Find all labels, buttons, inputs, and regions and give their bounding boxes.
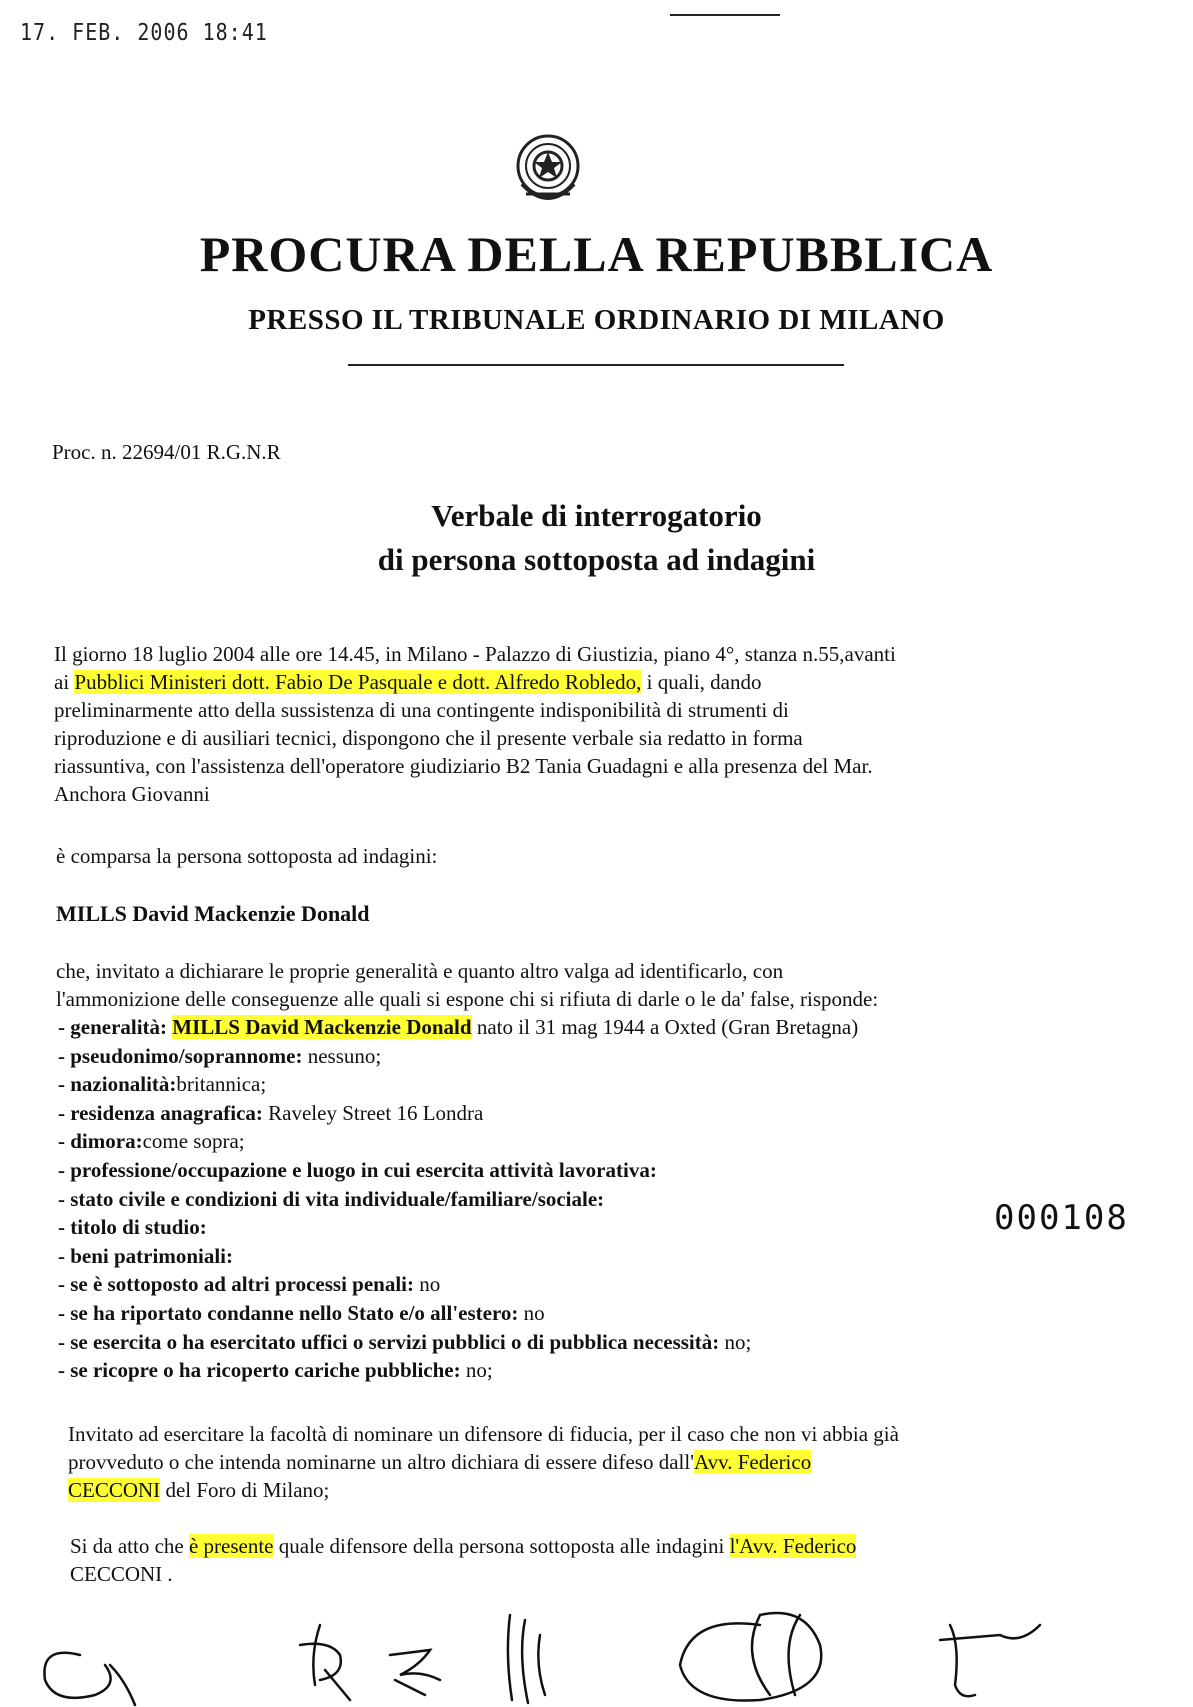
page-number-stamp: 000108 [994, 1198, 1129, 1238]
fax-header: 17. FEB. 2006 18:41 [20, 18, 268, 46]
identity-item [58, 1328, 858, 1357]
presence-line: CECCONI . [70, 1562, 173, 1586]
appeared-text: è comparsa la persona sottoposta ad indagini: [56, 844, 438, 868]
identity-line: l'ammonizione delle conseguenze alle quali si espone chi si rifiuta di darle o le da' false, risponde: [56, 987, 879, 1011]
defense-line: Invitato ad esercitare la facoltà di nominare un difensore di fiducia, per il caso che non vi abbia già [68, 1422, 899, 1446]
identity-item-label: - titolo di studio: [58, 1215, 207, 1240]
identity-item [58, 1042, 858, 1071]
signature-6 [940, 1625, 1040, 1696]
identity-item [58, 1127, 858, 1156]
identity-items-list [58, 1013, 858, 1385]
intro-line: riassuntiva, con l'assistenza dell'operatore giudiziario B2 Tania Guadagni e alla presenza del Mar. [54, 754, 873, 778]
identity-item-label: - se è sottoposto ad altri processi penali: [58, 1272, 415, 1297]
identity-item [58, 1213, 858, 1242]
identity-item-value: no [518, 1300, 545, 1325]
identity-item [58, 1156, 858, 1185]
identity-item-label: - beni patrimoniali: [58, 1243, 234, 1268]
person-name: MILLS David Mackenzie Donald [56, 901, 370, 926]
presence-paragraph [70, 1532, 856, 1588]
defense-text: del Foro di Milano; [160, 1478, 330, 1502]
signature-2 [300, 1625, 350, 1700]
presence-text: Si da atto che [70, 1534, 189, 1558]
intro-text: i quali, dando [641, 670, 762, 694]
republic-emblem-icon [512, 132, 584, 210]
header-rule [348, 364, 844, 366]
highlight-prosecutors: Pubblici Ministeri dott. Fabio De Pasquale e dott. Alfredo Robledo, [74, 670, 642, 694]
identity-item-label: - se esercita o ha esercitato uffici o servizi pubblici o di pubblica necessità: [58, 1329, 720, 1354]
identity-item [58, 1299, 858, 1328]
proc-number: Proc. n. 22694/01 R.G.N.R [52, 440, 281, 464]
identity-item-value: Raveley Street 16 Londra [262, 1100, 484, 1125]
identity-item-value: no; [719, 1329, 752, 1354]
identity-item-label: - pseudonimo/soprannome: [58, 1043, 303, 1068]
intro-line: riproduzione e di ausiliari tecnici, dispongono che il presente verbale sia redatto in forma [54, 726, 803, 750]
document-title-line1: Verbale di interrogatorio [431, 498, 762, 533]
signature-3 [390, 1650, 440, 1695]
identity-item-value: come sopra; [142, 1129, 245, 1154]
identity-item-value: britannica; [176, 1072, 267, 1097]
identity-item [58, 1070, 858, 1099]
identity-item-label: - residenza anagrafica: [58, 1100, 263, 1125]
identity-item-value: no; [460, 1358, 493, 1383]
identity-item [58, 1270, 858, 1299]
identity-paragraph [56, 957, 878, 1013]
document-title-line2: di persona sottoposta ad indagini [377, 542, 816, 577]
identity-item-label: - professione/occupazione e luogo in cui esercita attività lavorativa: [58, 1157, 657, 1182]
identity-item-value: no [414, 1272, 441, 1297]
defense-paragraph [68, 1420, 899, 1504]
signature-5 [680, 1613, 821, 1701]
highlight-lawyer-surname: CECCONI [68, 1478, 161, 1502]
presence-text: quale difensore della persona sottoposta alle indagini [273, 1534, 730, 1558]
intro-line: Il giorno 18 luglio 2004 alle ore 14.45, in Milano - Palazzo di Giustizia, piano 4°, stanza n.55,avanti [54, 642, 896, 666]
identity-item-label: - nazionalità: [58, 1072, 177, 1097]
identity-item-label: - dimora: [58, 1129, 143, 1154]
defense-line [68, 1476, 899, 1504]
intro-line: Anchora Giovanni [54, 782, 210, 806]
identity-item-value: nato il 31 mag 1944 a Oxted (Gran Bretagna) [471, 1015, 859, 1039]
identity-item-label: - generalità: [58, 1015, 173, 1039]
identity-item [58, 1013, 858, 1042]
office-heading: PROCURA DELLA REPUBBLICA [199, 226, 994, 282]
intro-paragraph [54, 640, 896, 808]
identity-item [58, 1242, 858, 1271]
identity-item-label: - se ricopre o ha ricoperto cariche pubbliche: [58, 1358, 461, 1383]
highlight-name: MILLS David Mackenzie Donald [172, 1015, 472, 1039]
top-rule [670, 14, 780, 16]
identity-item [58, 1356, 858, 1385]
presence-line [70, 1532, 856, 1560]
identity-item [58, 1099, 858, 1128]
defense-text: provveduto o che intenda nominarne un altro dichiara di essere difeso dall' [68, 1450, 694, 1474]
highlight-present: è presente [188, 1534, 274, 1558]
signatures [0, 1585, 1193, 1707]
highlight-lawyer: Avv. Federico [694, 1450, 812, 1474]
highlight-lawyer-present: l'Avv. Federico [729, 1534, 857, 1558]
identity-item-label: - se ha riportato condanne nello Stato e/o all'estero: [58, 1300, 519, 1325]
signature-4 [508, 1615, 545, 1703]
defense-line [68, 1448, 899, 1476]
identity-item-value: nessuno; [302, 1043, 382, 1068]
identity-line: che, invitato a dichiarare le proprie generalità e quanto altro valga ad identificarlo, con [56, 959, 784, 983]
court-heading: PRESSO IL TRIBUNALE ORDINARIO DI MILANO [248, 304, 945, 336]
identity-item [58, 1185, 858, 1214]
identity-item-label: - stato civile e condizioni di vita individuale/familiare/sociale: [58, 1186, 605, 1211]
intro-line: preliminarmente atto della sussistenza di una contingente indisponibilità di strumenti di [54, 698, 789, 722]
intro-line [54, 668, 896, 696]
signature-1 [44, 1653, 135, 1705]
intro-text: ai [54, 670, 75, 694]
